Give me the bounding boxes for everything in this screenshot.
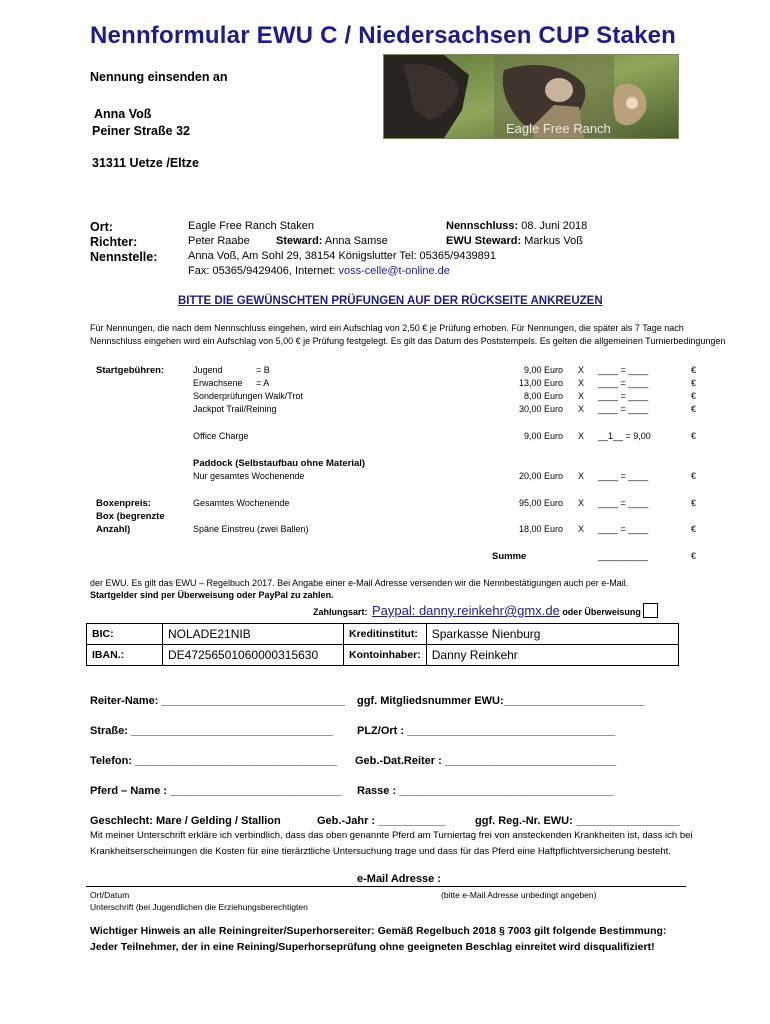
fee-row-code: = A: [256, 378, 270, 388]
fee-row-calc[interactable]: ____ = ____: [598, 404, 649, 414]
boxenpreis-label-2: Box (begrenzte: [96, 511, 165, 522]
fee-row-currency: €: [691, 391, 697, 401]
office-charge-currency: €: [691, 431, 697, 441]
box-name: Gesamtes Wochenende: [193, 498, 290, 508]
reg-nr-field[interactable]: ggf. Reg.-Nr. EWU: _________________: [475, 815, 680, 827]
iban-value: DE47256501060000315630: [163, 645, 344, 666]
iban-label: IBAN.:: [87, 645, 163, 666]
ueberweisung-checkbox[interactable]: [643, 603, 658, 618]
fee-row-x: X: [578, 378, 585, 388]
nennstelle-fax: Fax: 05365/9429406, Internet:: [188, 265, 339, 277]
svg-text:Eagle Free Ranch: Eagle Free Ranch: [506, 121, 611, 136]
pferd-name-field[interactable]: Pferd – Name : ____________________________: [90, 785, 342, 797]
boxenpreis-label-3: Anzahl): [96, 524, 131, 535]
email-hint: (bitte e-Mail Adresse unbedingt angeben): [441, 890, 597, 900]
geschlecht-field[interactable]: Geschlecht: Mare / Gelding / Stallion: [90, 815, 281, 827]
fee-row-currency: €: [691, 365, 697, 375]
kontoinhaber-label: Kontoinhaber:: [344, 645, 427, 666]
declaration-line-1: Mit meiner Unterschrift erkläre ich verbindlich, dass das oben genannte Pferd am Turniertag frei von ansteckenden Krankheiten ist, dass ich bei: [90, 830, 693, 841]
fee-row-name: Sonderprüfungen Walk/Trot: [193, 391, 303, 401]
spaene-price: 18,00 Euro: [518, 524, 563, 534]
ort-datum-label: Ort/Datum: [90, 890, 130, 900]
send-to-heading: Nennung einsenden an: [90, 70, 228, 84]
page-title: Nennformular EWU C / Niedersachsen CUP Staken: [90, 22, 677, 49]
strasse-field[interactable]: Straße: _________________________________: [90, 725, 333, 737]
warning-line-2: Jeder Teilnehmer, der in eine Reining/Superhorseprüfung ohne geeigneten Beschlag einreitet wird disqualifiziert!: [90, 941, 655, 953]
paddock-currency: €: [691, 471, 697, 481]
spaene-currency: €: [691, 524, 697, 534]
kontoinhaber-value: Danny Reinkehr: [426, 645, 678, 666]
fee-row-calc[interactable]: ____ = ____: [598, 365, 649, 375]
horse-rider-photo: [384, 55, 678, 138]
plz-ort-field[interactable]: PLZ/Ort : __________________________________: [357, 725, 616, 737]
office-charge-name: Office Charge: [193, 431, 249, 441]
fee-row-currency: €: [691, 378, 697, 388]
zahlungsart-label: Zahlungsart:: [313, 607, 368, 617]
email-label: e-Mail Adresse :: [357, 873, 441, 885]
box-x: X: [578, 498, 585, 508]
ewu-steward-value: Markus Voß: [524, 235, 583, 247]
notice-line-1: Für Nennungen, die nach dem Nennschluss eingehen, wird ein Aufschlag von 2,50 € je Prüfung erhoben. Für Nennungen, die später als 7 Tage nach: [90, 323, 684, 333]
summe-currency: €: [691, 551, 697, 561]
bank-details-table: [86, 623, 679, 666]
kreditinstitut-value: Sparkasse Nienburg: [426, 624, 678, 645]
startgebuehren-label: Startgebühren:: [96, 365, 165, 376]
bic-value: NOLADE21NIB: [163, 624, 344, 645]
nennschluss-value: 08. Juni 2018: [521, 220, 588, 232]
paddock-heading: Paddock (Selbstaufbau ohne Material): [193, 458, 366, 469]
spaene-calc[interactable]: ____ = ____: [598, 524, 649, 534]
ort-label: Ort:: [90, 220, 113, 234]
spaene-x: X: [578, 524, 585, 534]
box-calc[interactable]: ____ = ____: [598, 498, 649, 508]
send-to-city: 31311 Uetze /Eltze: [92, 156, 200, 170]
rasse-field[interactable]: Rasse : ___________________________________: [357, 785, 614, 797]
fee-row-calc[interactable]: ____ = ____: [598, 391, 649, 401]
ueberweisung-option: oder Überweisung: [559, 607, 641, 617]
paddock-name: Nur gesamtes Wochenende: [193, 471, 305, 481]
summe-label: Summe: [492, 551, 527, 562]
nennschluss-label: Nennschluss:: [446, 220, 519, 232]
header-photo: [383, 54, 679, 139]
notice-line-2: Nennschluss eingehen wird ein Aufschlag von 5,00 € je Prüfung festgelegt. Es gilt das Datum des Poststempels. Es gelten die allgemeinen Turnierbedingungen: [90, 336, 726, 346]
office-charge-price: 9,00 Euro: [523, 431, 563, 441]
steward-value: Anna Samse: [324, 235, 388, 247]
section-banner: BITTE DIE GEWÜNSCHTEN PRÜFUNGEN AUF DER RÜCKSEITE ANKREUZEN: [178, 295, 603, 307]
declaration-line-2: Krankheitserscheinungen die Kosten für eine tierärztliche Untersuchung trage und dass für das Pferd eine Haftpflichtversicherung besteht.: [90, 846, 671, 857]
nennstelle-address: Anna Voß, Am Sohl 29, 38154 Königslutter Tel: 05365/9439891: [188, 250, 497, 262]
paypal-link[interactable]: Paypal: danny.reinkehr@gmx.de: [371, 603, 560, 618]
send-to-street: Peiner Straße 32: [92, 124, 190, 138]
office-charge-calc: __1__ = 9,00: [598, 431, 651, 441]
nennstelle-email-link[interactable]: voss-celle@t-online.de: [338, 265, 450, 277]
telefon-field[interactable]: Telefon: _________________________________: [90, 755, 337, 767]
payment-line: Startgelder sind per Überweisung oder PayPal zu zahlen.: [90, 590, 334, 600]
fee-row-price: 9,00 Euro: [523, 365, 563, 375]
fee-row-calc[interactable]: ____ = ____: [598, 378, 649, 388]
nennstelle-label: Nennstelle:: [90, 250, 158, 264]
summe-field[interactable]: __________: [598, 551, 649, 561]
fee-row-currency: €: [691, 404, 697, 414]
fee-row-x: X: [578, 404, 585, 414]
unterschrift-label: Unterschrift (bei Jugendlichen die Erziehungsberechtigten: [90, 902, 308, 912]
paddock-calc[interactable]: ____ = ____: [598, 471, 649, 481]
reiter-name-field[interactable]: Reiter-Name: ______________________________: [90, 695, 346, 707]
send-to-name: Anna Voß: [94, 107, 152, 121]
geb-jahr-field[interactable]: Geb.-Jahr : ___________: [317, 815, 446, 827]
office-charge-x: X: [578, 431, 585, 441]
fee-row-name: Erwachsene: [193, 378, 243, 388]
mitgliedsnummer-field[interactable]: ggf. Mitgliedsnummer EWU:_______________________: [357, 695, 645, 707]
spaene-name: Späne Einstreu (zwei Ballen): [193, 524, 309, 534]
steward-label: Steward:: [276, 235, 323, 247]
bic-label: BIC:: [87, 624, 163, 645]
ort-value: Eagle Free Ranch Staken: [188, 220, 314, 232]
geb-dat-reiter-field[interactable]: Geb.-Dat.Reiter : ____________________________: [355, 755, 617, 767]
fee-row-price: 30,00 Euro: [518, 404, 563, 414]
rules-line: der EWU. Es gilt das EWU – Regelbuch 2017. Bei Angabe einer e-Mail Adresse versenden wir die Nennbestätigungen auch per e-Mail.: [90, 578, 629, 588]
paddock-price: 20,00 Euro: [518, 471, 563, 481]
fee-row-code: = B: [256, 365, 270, 375]
fee-row-name: Jugend: [193, 365, 223, 375]
paddock-x: X: [578, 471, 585, 481]
richter-value: Peter Raabe: [188, 235, 250, 247]
signature-line[interactable]: [86, 886, 686, 887]
fee-row-price: 13,00 Euro: [518, 378, 563, 388]
box-currency: €: [691, 498, 697, 508]
box-price: 95,00 Euro: [518, 498, 563, 508]
warning-line-1: Wichtiger Hinweis an alle Reiningreiter/Superhorsereiter: Gemäß Regelbuch 2018 § 7003 gilt folgende Bestimmung:: [90, 925, 667, 937]
boxenpreis-label: Boxenpreis:: [96, 498, 151, 509]
fee-row-name: Jackpot Trail/Reining: [193, 404, 277, 414]
ewu-steward-label: EWU Steward:: [446, 235, 522, 247]
fee-row-x: X: [578, 365, 585, 375]
kreditinstitut-label: Kreditinstitut:: [344, 624, 427, 645]
fee-row-price: 8,00 Euro: [523, 391, 563, 401]
fee-row-x: X: [578, 391, 585, 401]
richter-label: Richter:: [90, 235, 138, 249]
